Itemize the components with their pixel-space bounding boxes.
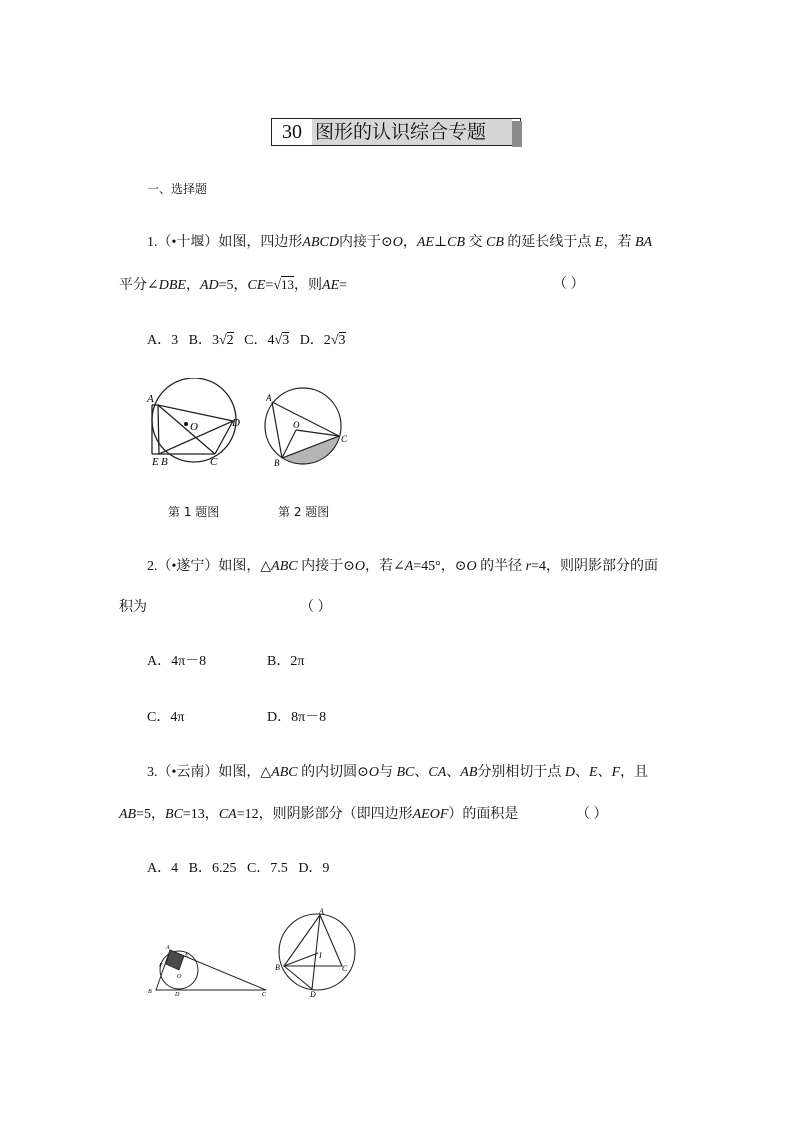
option-d: D．2√3	[299, 333, 346, 348]
var: BC	[165, 807, 183, 822]
page-title	[271, 118, 521, 146]
option-b: B．3√2	[188, 333, 234, 348]
text: ，若	[603, 235, 632, 250]
var: CE	[247, 278, 266, 293]
text: =45°，⊙	[413, 559, 467, 574]
label-a: A	[147, 393, 154, 405]
var: O	[368, 765, 379, 780]
var: BC	[396, 765, 415, 780]
text: C．4	[244, 333, 275, 348]
figure-3	[142, 938, 272, 998]
q3-line1	[147, 763, 648, 783]
option-d: D．9	[298, 861, 330, 876]
label-b: B	[148, 989, 152, 995]
var: AE	[416, 235, 434, 250]
radicand: 3	[282, 333, 290, 348]
label-e: E	[185, 953, 189, 959]
var: CA	[428, 765, 447, 780]
label-b: B	[274, 458, 280, 468]
text: 、	[414, 765, 429, 780]
label-c: C	[341, 434, 348, 444]
text: ，若∠	[364, 559, 405, 574]
text: ，	[185, 278, 200, 293]
text: 平分∠	[119, 278, 159, 293]
q2-option-a: A．4π－8	[147, 654, 207, 669]
section-heading: 一、选择题	[147, 182, 208, 196]
var: ABC	[271, 559, 298, 574]
var: AEOF	[412, 807, 449, 822]
var: F	[611, 765, 621, 780]
title-shadow	[512, 121, 522, 147]
center-point	[184, 422, 188, 426]
figure-4	[272, 908, 362, 998]
q3-options	[147, 859, 329, 879]
chord-ac	[158, 405, 215, 454]
label-a: A	[166, 945, 170, 951]
text: 、	[597, 765, 612, 780]
text: 内接于⊙	[301, 559, 355, 574]
label-a: A	[319, 908, 324, 916]
var: CB	[486, 235, 504, 250]
text: 分别相切于点	[477, 765, 562, 780]
var: O	[354, 559, 365, 574]
figure-1	[142, 378, 252, 470]
label-o: O	[293, 420, 300, 430]
label-f: F	[159, 963, 163, 969]
label-c: C	[210, 456, 218, 468]
radicand: 13	[281, 277, 295, 292]
caption-fig2: 第 2 题图	[278, 505, 330, 519]
figure-2	[260, 386, 360, 470]
label-e: E	[152, 456, 159, 468]
label-d: D	[232, 417, 240, 429]
var: E	[589, 765, 598, 780]
radicand: 3	[338, 333, 346, 348]
title-number: 30	[282, 121, 302, 143]
label-o: O	[177, 974, 182, 980]
radicand: 2	[226, 333, 234, 348]
q1-options	[147, 331, 346, 351]
text: 、	[575, 765, 589, 780]
q2-option-d: D．8π－8	[267, 710, 327, 725]
label-d: D	[175, 992, 180, 998]
text: ⊥	[433, 235, 448, 250]
text: =4，则阴影部分的面	[531, 559, 658, 574]
text: 的内切圆⊙	[301, 765, 369, 780]
var: ABCD	[302, 235, 339, 250]
text: =	[265, 278, 274, 293]
q2-line1	[147, 557, 658, 577]
q2-option-b: B．2π	[267, 654, 305, 669]
var: r	[525, 559, 532, 574]
sqrt-13: √13	[273, 277, 295, 293]
var: AB	[460, 765, 478, 780]
option-b: B．6.25	[188, 861, 237, 876]
option-c: C．7.5	[246, 861, 288, 876]
option-a: A．4	[147, 861, 179, 876]
label-b: B	[161, 456, 168, 468]
label-a: A	[266, 393, 272, 403]
text: B．3	[188, 333, 219, 348]
text: 3.（•云南）如图，△	[147, 765, 272, 780]
text: =5，	[136, 807, 166, 822]
label-c: C	[262, 992, 267, 998]
text: =5，	[218, 278, 248, 293]
var: CA	[218, 807, 237, 822]
var: AE	[322, 278, 340, 293]
var: ABC	[271, 765, 298, 780]
circle	[152, 378, 236, 462]
q3-answer-paren: （ ）	[576, 807, 608, 822]
text: ，且	[620, 765, 649, 780]
label-i: I	[319, 951, 322, 960]
var: E	[594, 235, 604, 250]
option-c: C．4√3	[244, 333, 290, 348]
text: ，则	[294, 278, 323, 293]
q1-answer-paren: （ ）	[553, 277, 585, 292]
label-d: D	[310, 990, 316, 998]
var: AB	[119, 807, 137, 822]
text: =12，则阴影部分（即四边形	[236, 807, 413, 822]
var: D	[564, 765, 575, 780]
text: ）的面积是	[448, 807, 519, 822]
text: 1.（•十堰）如图，四边形	[147, 235, 303, 250]
caption-fig1: 第 1 题图	[168, 505, 220, 519]
q1-line2	[119, 275, 347, 296]
text: 的半径	[480, 559, 523, 574]
var: A	[404, 559, 414, 574]
var: BA	[634, 235, 653, 250]
q1-line1	[147, 233, 652, 253]
q2-line2: 积为	[119, 600, 147, 615]
circle	[279, 914, 355, 990]
label-b: B	[275, 963, 280, 972]
var: DBE	[158, 278, 186, 293]
label-c: C	[342, 964, 348, 973]
text: 的延长线于点	[507, 235, 592, 250]
q2-option-c: C．4π	[147, 710, 185, 725]
title-text: 图形的认识综合专题	[312, 119, 512, 145]
label-o: O	[190, 421, 198, 433]
text: 与	[378, 765, 393, 780]
var: O	[392, 235, 403, 250]
text: ，	[402, 235, 417, 250]
text: 2.（•遂宁）如图，△	[147, 559, 272, 574]
var: AD	[199, 278, 219, 293]
var: CB	[447, 235, 465, 250]
q3-line2	[119, 805, 518, 825]
text: D．2	[299, 333, 331, 348]
text: =13，	[182, 807, 219, 822]
q2-answer-paren: （ ）	[300, 600, 332, 615]
text: 、	[446, 765, 461, 780]
var: O	[466, 559, 477, 574]
text: 交	[468, 235, 483, 250]
text: 内接于⊙	[338, 235, 393, 250]
text: =	[339, 278, 348, 293]
option-a: A．3	[147, 333, 179, 348]
